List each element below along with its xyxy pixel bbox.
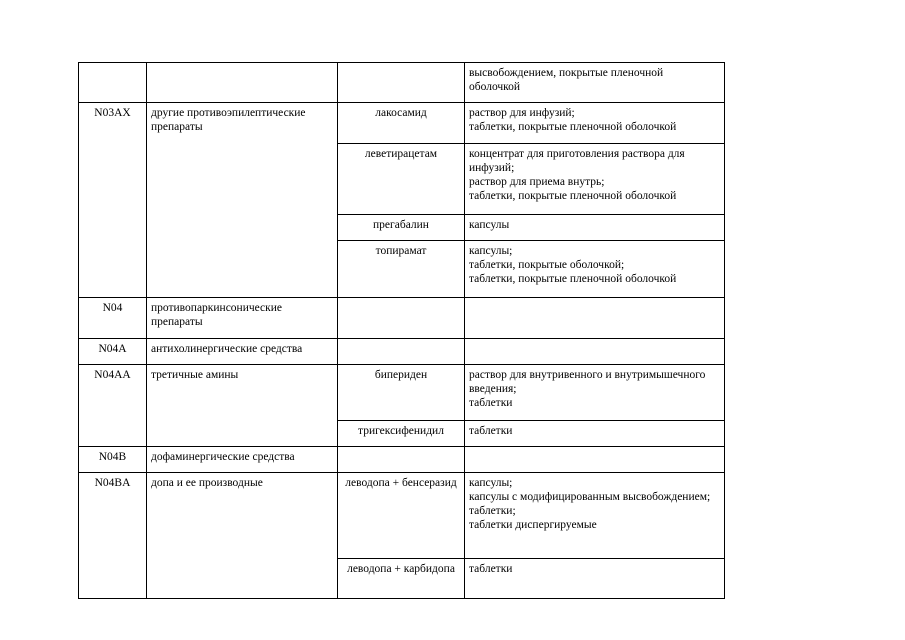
group-name-cell: другие противоэпилептические препараты	[147, 103, 338, 298]
dosage-form-line: раствор для приема внутрь;	[469, 176, 605, 188]
group-name-cell: противопаркинсонические препараты	[147, 298, 338, 339]
dosage-form-line: высвобождением, покрытые пленочной	[469, 67, 664, 79]
dosage-form-line: таблетки	[469, 563, 513, 575]
atc-code-cell	[79, 63, 147, 103]
group-name-cell: третичные амины	[147, 365, 338, 447]
table-row	[79, 365, 725, 421]
dosage-form-line: таблетки, покрытые пленочной оболочкой	[469, 121, 677, 133]
dosage-form-line: таблетки, покрытые пленочной оболочкой	[469, 273, 677, 285]
dosage-form-line: таблетки	[469, 397, 513, 409]
table-row	[79, 339, 725, 365]
drug-name-cell	[338, 298, 465, 339]
dosage-form-line: концентрат для приготовления раствора для инфузий;	[469, 148, 685, 174]
dosage-form-cell	[465, 298, 725, 339]
dosage-form-line: капсулы;	[469, 245, 513, 257]
dosage-form-cell	[465, 447, 725, 473]
dosage-form-cell	[465, 365, 725, 421]
drug-name-cell: тригексифенидил	[338, 421, 465, 447]
dosage-form-line: таблетки	[469, 425, 513, 437]
drug-table	[78, 62, 725, 599]
dosage-form-cell	[465, 63, 725, 103]
drug-name-cell: бипериден	[338, 365, 465, 421]
dosage-form-line: таблетки диспергируемые	[469, 519, 597, 531]
dosage-form-cell	[465, 421, 725, 447]
dosage-form-line: капсулы с модифицированным высвобождением;	[469, 491, 711, 503]
dosage-form-line: таблетки, покрытые пленочной оболочкой	[469, 190, 677, 202]
drug-name-cell: леветирацетам	[338, 144, 465, 215]
dosage-form-line: раствор для внутривенного и внутримышечного введения;	[469, 369, 706, 395]
table-row	[79, 298, 725, 339]
dosage-form-line: капсулы;	[469, 477, 513, 489]
drug-name-cell: топирамат	[338, 241, 465, 298]
dosage-form-line: оболочкой	[469, 81, 521, 93]
dosage-form-cell	[465, 339, 725, 365]
group-name-cell: дофаминергические средства	[147, 447, 338, 473]
group-name-cell: допа и ее производные	[147, 473, 338, 599]
dosage-form-cell	[465, 473, 725, 559]
dosage-form-cell	[465, 144, 725, 215]
dosage-form-line: раствор для инфузий;	[469, 107, 575, 119]
group-name-cell	[147, 63, 338, 103]
drug-name-cell: леводопа + карбидопа	[338, 559, 465, 599]
dosage-form-line: таблетки;	[469, 505, 516, 517]
dosage-form-cell	[465, 215, 725, 241]
dosage-form-cell	[465, 241, 725, 298]
drug-name-cell	[338, 339, 465, 365]
drug-name-cell: прегабалин	[338, 215, 465, 241]
drug-name-cell: лакосамид	[338, 103, 465, 144]
atc-code-cell: N04BA	[79, 473, 147, 599]
atc-code-cell: N03AX	[79, 103, 147, 298]
drug-name-cell	[338, 63, 465, 103]
drug-name-cell	[338, 447, 465, 473]
dosage-form-line: таблетки, покрытые оболочкой;	[469, 259, 625, 271]
table-row	[79, 63, 725, 103]
atc-code-cell: N04AA	[79, 365, 147, 447]
table-row	[79, 103, 725, 144]
atc-code-cell: N04B	[79, 447, 147, 473]
dosage-form-cell	[465, 103, 725, 144]
drug-name-cell: леводопа + бенсеразид	[338, 473, 465, 559]
group-name-cell: антихолинергические средства	[147, 339, 338, 365]
table-row	[79, 447, 725, 473]
dosage-form-line: капсулы	[469, 219, 510, 231]
atc-code-cell: N04	[79, 298, 147, 339]
atc-code-cell: N04A	[79, 339, 147, 365]
dosage-form-cell	[465, 559, 725, 599]
table-row	[79, 473, 725, 559]
